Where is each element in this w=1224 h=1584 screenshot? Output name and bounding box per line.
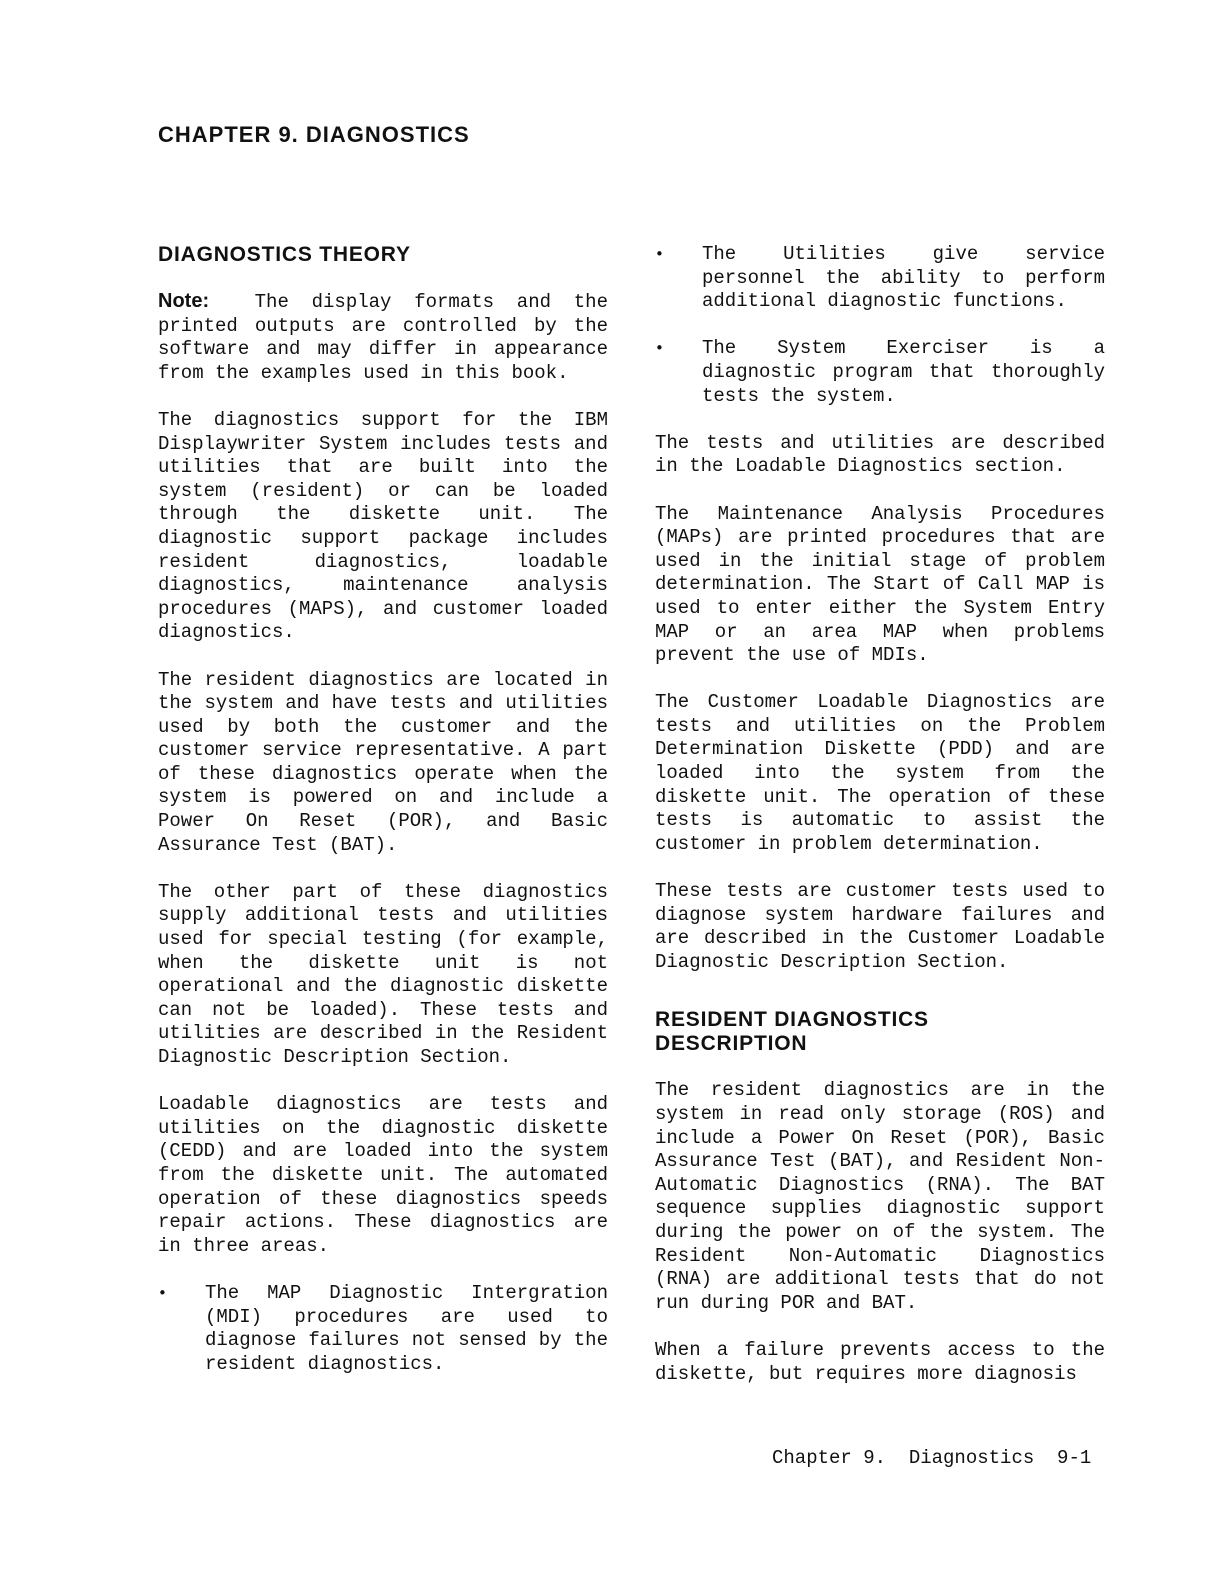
- section-heading-diagnostics-theory: DIAGNOSTICS THEORY: [158, 243, 411, 266]
- paragraph-loadable-diagnostics: Loadable diagnostics are tests and utilities on the diagnostic diskette (CEDD) and are loaded into the system from the diskette unit. The automated operation of these diagnostics speeds repair actions. These diagnostics are in three areas.: [158, 1093, 608, 1257]
- bullet-text: The System Exerciser is a diagnostic program that thoroughly tests the system.: [702, 337, 1105, 407]
- bullet-icon: •: [158, 1283, 167, 1302]
- list-item: [655, 337, 1105, 408]
- bullet-icon: •: [655, 245, 664, 263]
- right-column: [655, 243, 1105, 1410]
- heading-line-1: RESIDENT DIAGNOSTICS: [655, 1008, 929, 1032]
- paragraph-diagnostics-support: The diagnostics support for the IBM Displaywriter System includes tests and utilities that are built into the system (resident) or can be loaded through the diskette unit. The diagnostic support package includes resident diagnostics, loadable diagnostics, maintenance analysis procedures (MAPS), and customer loaded diagnostics.: [158, 408, 608, 644]
- heading-line-2: DESCRIPTION: [655, 1032, 808, 1056]
- bullet-text: The Utilities give service personnel the ability to perform additional diagnostic functions.: [702, 243, 1105, 313]
- paragraph-tests-utilities: The tests and utilities are described in the Loadable Diagnostics section.: [655, 431, 1105, 478]
- note-text: The display formats and the printed outputs are controlled by the software and may differ in appearance from the examples used in this book.: [158, 291, 608, 384]
- paragraph-resident-description: The resident diagnostics are in the system in read only storage (ROS) and include a Power On Reset (POR), Basic Assurance Test (BAT), and Resident Non-Automatic Diagnostics (RNA). The BAT sequence supplies diagnostic support during the power on of the system. The Resident Non-Automatic Diagnostics (RNA) are additional tests that do not run during POR and BAT.: [655, 1079, 1105, 1314]
- bullet-icon: •: [655, 339, 664, 358]
- chapter-title: CHAPTER 9. DIAGNOSTICS: [158, 122, 470, 147]
- bullet-list-right: [655, 243, 1105, 408]
- page-footer: Chapter 9. Diagnostics 9-1: [772, 1447, 1092, 1469]
- list-item: [158, 1282, 608, 1376]
- paragraph-resident-diagnostics: The resident diagnostics are located in the system and have tests and utilities used by both the customer and the customer service representative. A part of these diagnostics operate when the system is powered on and include a Power On Reset (POR), and Basic Assurance Test (BAT).: [158, 668, 608, 856]
- left-column: [158, 243, 608, 1400]
- paragraph-failure-prevents: When a failure prevents access to the diskette, but requires more diagnosis: [655, 1338, 1105, 1385]
- bullet-text: The MAP Diagnostic Intergration (MDI) procedures are used to diagnose failures not sensed by the resident diagnostics.: [205, 1281, 608, 1375]
- paragraph-other-part: The other part of these diagnostics supply additional tests and utilities used for special testing (for example, when the diskette unit is not operational and the diagnostic diskette can not be loaded). These tests and utilities are described in the Resident Diagnostic Description Section.: [158, 880, 608, 1068]
- note-paragraph: [158, 290, 608, 385]
- list-item: [655, 243, 1105, 314]
- paragraph-maps: The Maintenance Analysis Procedures (MAPs) are printed procedures that are used in the initial stage of problem determination. The Start of Call MAP is used to enter either the System Entry MAP or an area MAP when problems prevent the use of MDIs.: [655, 502, 1105, 667]
- bullet-list-left: [158, 1282, 608, 1376]
- section-heading-resident-diagnostics: [655, 1008, 1105, 1056]
- paragraph-customer-loadable: The Customer Loadable Diagnostics are tests and utilities on the Problem Determination Diskette (PDD) and are loaded into the system from the diskette unit. The operation of these tests is automatic to assist the customer in problem determination.: [655, 691, 1105, 855]
- paragraph-customer-tests: These tests are customer tests used to diagnose system hardware failures and are described in the Customer Loadable Diagnostic Description Section.: [655, 880, 1105, 973]
- note-label: Note:: [158, 290, 210, 312]
